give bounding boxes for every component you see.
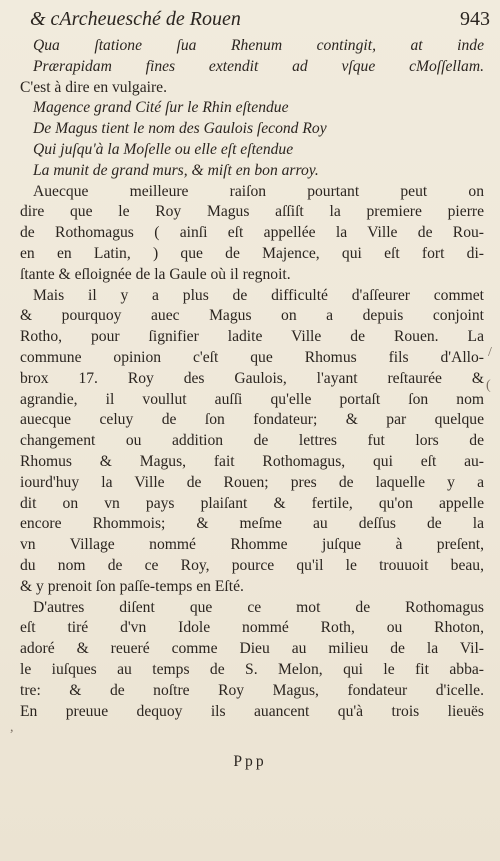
text-line: le iuſques au temps de S. Melon, qui le fit abba-: [20, 660, 484, 678]
text-line: eſt tiré d'vn Idole nommé Roth, ou Rhoton,: [20, 619, 484, 637]
margin-mark: /: [488, 345, 492, 360]
text-line: Rhomus & Magus, fait Rothomagus, qui eſt au-: [20, 452, 484, 470]
text-line: encore Rhommois; & meſme au deſſus de la: [20, 515, 484, 533]
text-line: iourd'huy la Ville de Rouen; pres de laquelle y a: [20, 473, 484, 491]
page-number: 943: [460, 8, 490, 30]
body-text: [20, 36, 484, 722]
margin-mark: (: [486, 378, 491, 393]
text-line: En preuue dequoy ils auancent qu'à trois lieuës: [20, 702, 484, 720]
latin-verse-line: Qua ſtatione ſua Rhenum contingit, at inde: [33, 37, 484, 54]
text-line: ſtante & eſloignée de la Gaule où il regnoit.: [20, 265, 291, 283]
text-line: de Rothomagus ( ainſi eſt appellée la Ville de Rou-: [20, 224, 484, 242]
text-line: Auecque meilleure raiſon pourtant peut on: [33, 182, 484, 200]
french-verse-line: De Magus tient le nom des Gaulois ſecond Roy: [33, 120, 327, 138]
page-header: [30, 8, 490, 36]
text-line: Mais il y a plus de difficulté d'aſſeurer commet: [33, 286, 484, 304]
text-line: dit on vn pays plaiſant & fertile, qu'on appelle: [20, 494, 484, 512]
text-line: D'autres diſent que ce mot de Rothomagus: [33, 598, 484, 616]
text-line: brox 17. Roy des Gaulois, l'ayant reſtaurée &: [20, 369, 484, 387]
text-line: dire que le Roy Magus aſſiſt la premiere pierre: [20, 203, 484, 221]
text-line: vn Village nommé Rhomme juſque à preſent,: [20, 536, 484, 554]
text-line: Rotho, pour ſignifier ladite Ville de Rouen. La: [20, 328, 484, 346]
running-title: & cArcheuesché de Rouen: [30, 8, 241, 30]
text-line: agrandie, il voullut auſſi qu'elle portaſt ſon nom: [20, 390, 484, 408]
text-line: & pourquoy auec Magus on a depuis conjoint: [20, 307, 484, 325]
text-line: auecque celuy de ſon fondateur; & par quelque: [20, 411, 484, 429]
latin-verse-line: Prærapidam fines extendit ad vſque cMoſſellam.: [33, 57, 484, 75]
french-verse-line: Magence grand Cité ſur le Rhin eſtendue: [33, 99, 289, 117]
signature-mark: Ppp: [233, 753, 267, 770]
text-line: du nom de ce Roy, pource qu'il le trouuoit beau,: [20, 556, 484, 574]
margin-mark: ,: [10, 720, 14, 735]
text-line: & y prenoit ſon paſſe-temps en Eſté.: [20, 577, 244, 595]
text-line: en en Latin, ) que de Majence, qui eſt fort di-: [20, 244, 484, 262]
french-verse-line: Qui juſqu'à la Moſelle ou elle eſt eſtendue: [33, 140, 294, 158]
french-verse-line: La munit de grand murs, & miſt en bon arroy.: [33, 161, 319, 179]
text-line: commune opinion c'eſt que Rhomus fils d'Allo-: [20, 348, 484, 366]
text-line: changement ou addition de lettres fut lors de: [20, 432, 484, 450]
text-line: C'est à dire en vulgaire.: [20, 78, 167, 96]
text-line: adoré & reueré comme Dieu au milieu de la Vil-: [20, 640, 484, 658]
text-line: tre: & de noſtre Roy Magus, fondateur d'icelle.: [20, 681, 484, 699]
